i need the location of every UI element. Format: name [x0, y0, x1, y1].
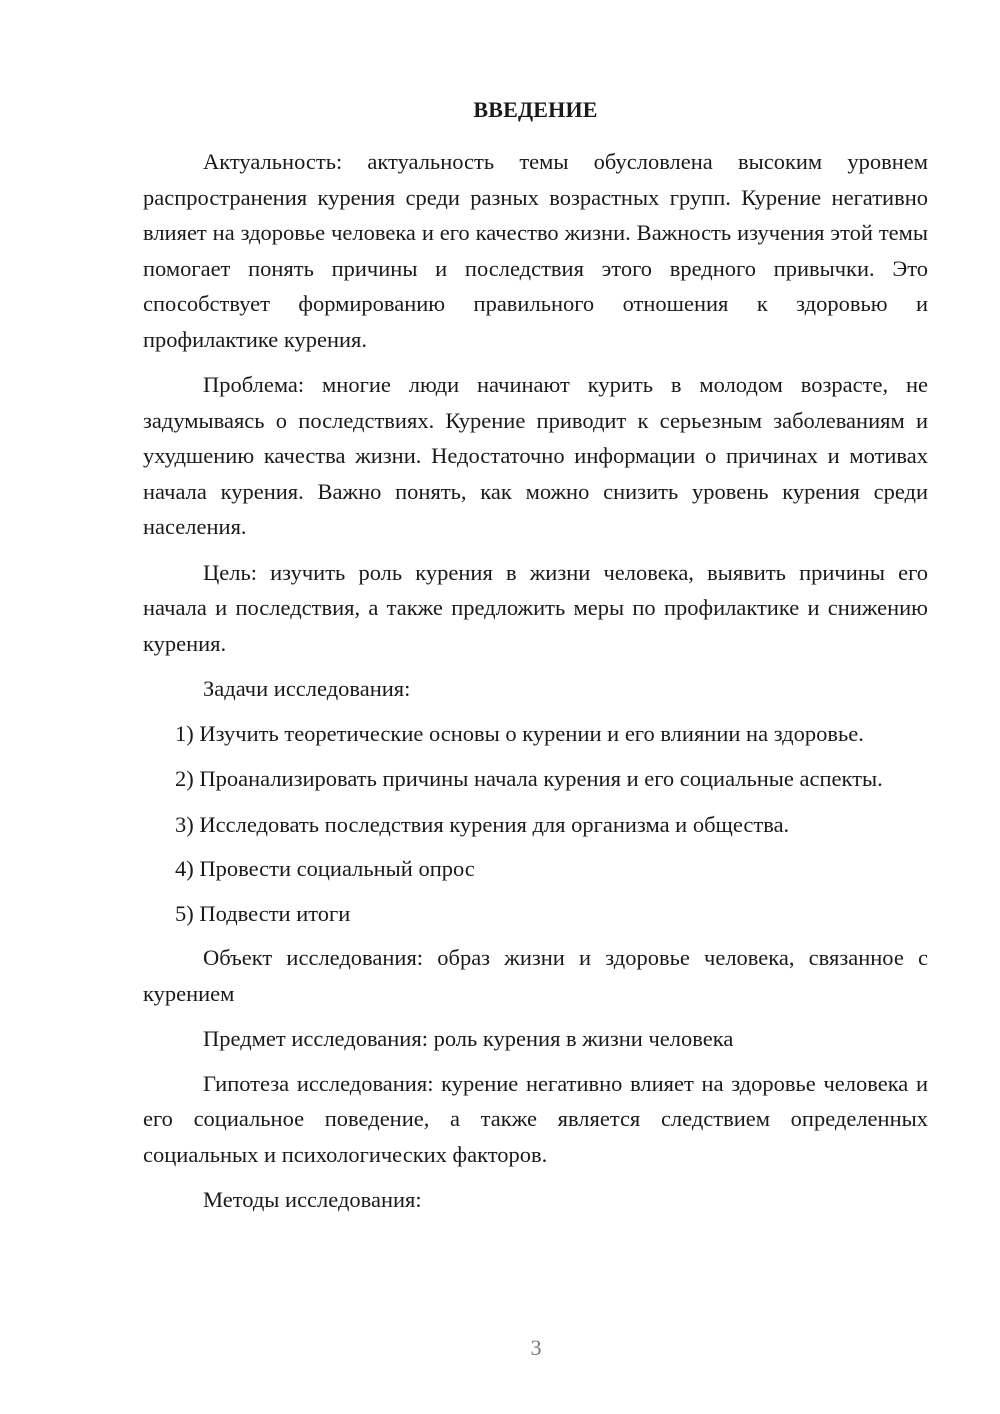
problem-paragraph: Проблема: многие люди начинают курить в молодом возрасте, не задумываясь о последствиях. Курение приводит к серьезным заболеваниям и ухудшению качества жизни. Недостаточно информации о причинах и мотивах начала курения. Важно понять, как можно снизить уровень курения среди населения. — [143, 372, 928, 539]
task-item-2: 2) Проанализировать причины начала курения и его социальные аспекты. — [175, 766, 883, 791]
document-page — [143, 96, 928, 1227]
hypothesis-paragraph: Гипотеза исследования: курение негативно влияет на здоровье человека и его социальное поведение, а также является следствием определенных социальных и психологических факторов. — [143, 1070, 928, 1167]
object-paragraph: Объект исследования: образ жизни и здоровье человека, связанное с курением — [143, 945, 928, 1006]
task-item-3: 3) Исследовать последствия курения для организма и общества. — [175, 811, 790, 837]
subject-paragraph: Предмет исследования: роль курения в жизни человека — [203, 1026, 734, 1051]
tasks-heading: Задачи исследования: — [203, 676, 411, 701]
methods-heading: Методы исследования: — [203, 1187, 422, 1212]
page-number: 3 — [530, 1335, 542, 1360]
task-item-4: 4) Провести социальный опрос — [175, 856, 475, 881]
section-title: ВВЕДЕНИЕ — [473, 97, 598, 122]
goal-paragraph: Цель: изучить роль курения в жизни человека, выявить причины его начала и последствия, а также предложить меры по профилактике и снижению курения. — [143, 559, 928, 656]
task-item-5: 5) Подвести итоги — [175, 900, 351, 926]
relevance-paragraph: Актуальность: актуальность темы обусловлена высоким уровнем распространения курения среди разных возрастных групп. Курение негативно влияет на здоровье человека и его качество жизни. Важность изучения этой темы помогает понять причины и последствия этого вредного привычки. Это способствует формированию правильного отношения к здоровью и профилактике курения. — [143, 149, 928, 352]
task-item-1: 1) Изучить теоретические основы о курении и его влиянии на здоровье. — [175, 720, 864, 746]
